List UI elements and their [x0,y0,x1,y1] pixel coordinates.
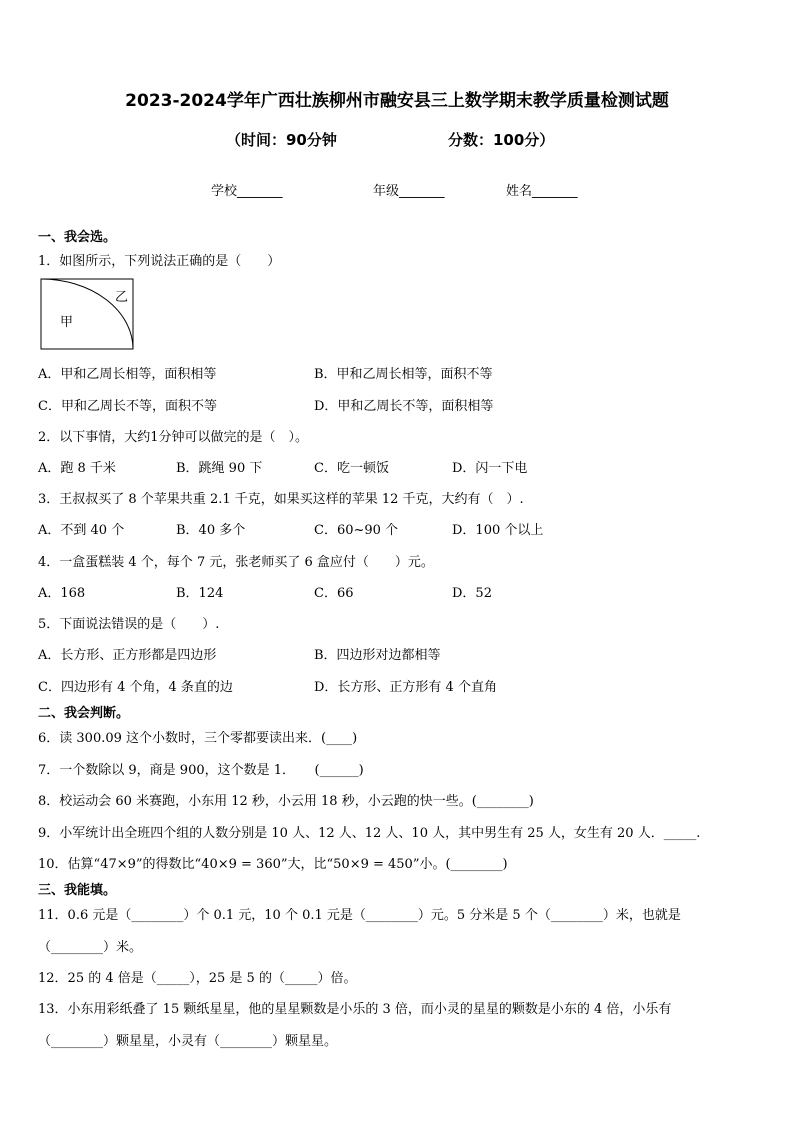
q5-option-d: D．长方形、正方形有 4 个直角 [314,680,497,695]
grade-field: 年级_______ [373,184,445,199]
q2-option-d: D．闪一下电 [452,461,528,476]
question-11-line-1: 11．0.6 元是（________）个 0.1 元，10 个 0.1 元是（________）元。5 分米是 5 个（________）米，也就是 [38,908,681,923]
question-3-stem: 3．王叔叔买了 8 个苹果共重 2.1 千克，如果买这样的苹果 12 千克，大约有（ ）. [38,492,524,507]
section-heading-fill: 三、我能填。 [38,883,117,898]
question-11-line-2: （________）米。 [38,940,143,955]
figure-label-jia: 甲 [60,315,74,330]
q3-option-d: D．100 个以上 [452,523,544,538]
exam-score: 分数：100分） [448,131,555,149]
question-12: 12．25 的 4 倍是（_____），25 是 5 的（_____）倍。 [38,971,357,986]
question-13-line-2: （________）颗星星，小灵有（________）颗星星。 [38,1034,338,1049]
q1-option-b: B．甲和乙周长相等，面积不等 [314,367,493,382]
page-title: 2023-2024学年广西壮族柳州市融安县三上数学期末教学质量检测试题 [125,91,669,111]
q5-option-c: C．四边形有 4 个角，4 条直的边 [38,680,233,695]
question-4-stem: 4．一盒蛋糕装 4 个，每个 7 元，张老师买了 6 盒应付（ ）元。 [38,555,434,570]
name-field: 姓名_______ [506,184,578,199]
q4-option-c: C．66 [314,586,354,601]
q4-option-a: A．168 [38,586,86,601]
question-6: 6．读 300.09 这个小数时，三个零都要读出来．(____) [38,731,358,746]
exam-time: （时间：90分钟 [226,131,337,149]
section-heading-choice: 一、我会选。 [38,230,117,245]
q3-option-b: B．40 多个 [176,523,246,538]
q2-option-c: C．吃一顿饭 [314,461,389,476]
question-8: 8．校运动会 60 米赛跑，小东用 12 秒，小云用 18 秒，小云跑的快一些。(________) [38,794,534,809]
section-heading-judge: 二、我会判断。 [38,706,130,721]
q4-option-b: B．124 [176,586,224,601]
q5-option-a: A．长方形、正方形都是四边形 [38,648,217,663]
question-7: 7．一个数除以 9，商是 900，这个数是 1． (______) [38,763,364,778]
question-9: 9．小军统计出全班四个组的人数分别是 10 人、12 人、12 人、10 人，其中男生有 25 人，女生有 20 人．_____. [38,826,701,841]
school-field: 学校_______ [211,184,283,199]
figure-label-yi: 乙 [115,290,129,305]
q5-option-b: B．四边形对边都相等 [314,648,441,663]
q3-option-c: C．60~90 个 [314,523,399,538]
question-1-stem: 1．如图所示，下列说法正确的是（ ） [38,254,281,269]
q1-option-a: A．甲和乙周长相等，面积相等 [38,367,217,382]
question-10: 10．估算“47×9”的得数比“40×9 = 360”大，比“50×9 = 450”小。(________) [38,857,508,872]
question-5-stem: 5．下面说法错误的是（ ）. [38,617,220,632]
q1-option-d: D．甲和乙周长不等，面积相等 [314,399,494,414]
quarter-circle-figure [40,278,136,352]
q3-option-a: A．不到 40 个 [38,523,125,538]
q2-option-b: B．跳绳 90 下 [176,461,263,476]
q4-option-d: D．52 [452,586,492,601]
q2-option-a: A．跑 8 千米 [38,461,116,476]
q1-option-c: C．甲和乙周长不等，面积不等 [38,399,217,414]
question-13-line-1: 13．小东用彩纸叠了 15 颗纸星星，他的星星颗数是小乐的 3 倍，而小灵的星星的颗数是小东的 4 倍，小乐有 [38,1002,672,1017]
question-2-stem: 2．以下事情，大约1分钟可以做完的是（ ）。 [38,430,309,445]
